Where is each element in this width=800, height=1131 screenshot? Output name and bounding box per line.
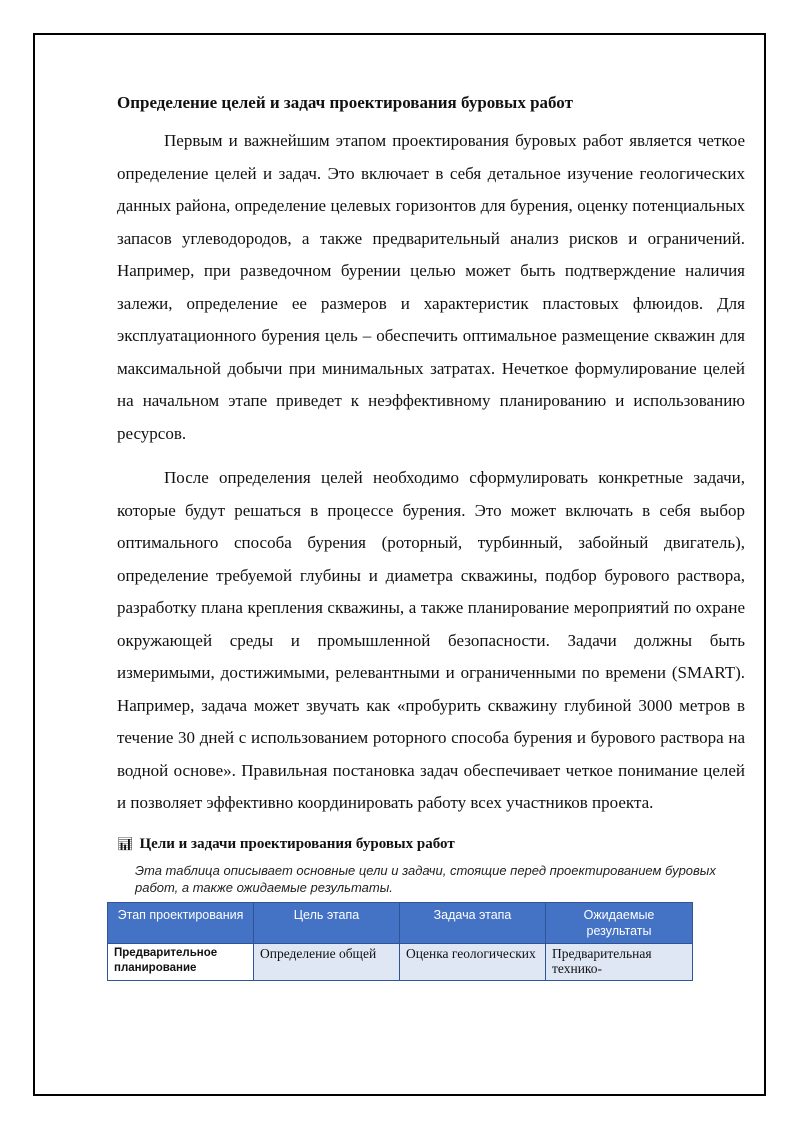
table-title xyxy=(117,834,745,854)
table-cell: Определение общей xyxy=(254,943,400,980)
table-cell: Оценка геологических xyxy=(400,943,546,980)
paragraph-1: Первым и важнейшим этапом проектирования буровых работ является четкое определение целей и задач. Это включает в себя детальное изучение геологических данных района, определение целевых горизонтов для бурения, оценку потенциальных запасов углеводородов, а также предварительный анализ рисков и ограничений. Например, при разведочном бурении целью может быть подтверждение наличия залежи, определение ее размеров и характеристик пластовых флюидов. Для эксплуатационного бурения цель – обеспечить оптимальное размещение скважин для максимальной добычи при минимальных затратах. Нечеткое формулирование целей на начальном этапе приведет к неэффективному планированию и использованию ресурсов. xyxy=(117,131,745,443)
column-header: Ожидаемые результаты xyxy=(546,902,693,943)
table-header-row xyxy=(108,902,693,943)
document-content xyxy=(114,91,745,981)
column-header: Цель этапа xyxy=(254,902,400,943)
table-row xyxy=(108,943,693,980)
goals-table xyxy=(107,902,693,981)
page-frame xyxy=(33,33,766,1096)
table-cell: Предварительное планирование xyxy=(108,943,254,980)
table-title-text: Цели и задачи проектирования буровых работ xyxy=(139,835,455,852)
column-header: Этап проектирования xyxy=(108,902,254,943)
section-heading: Определение целей и задач проектирования буровых работ xyxy=(117,93,573,112)
chart-icon: 📊︎ xyxy=(117,835,134,851)
paragraph-2: После определения целей необходимо сформулировать конкретные задачи, которые будут решаться в процессе бурения. Это может включать в себя выбор оптимального способа бурения (роторный, турбинный, забойный двигатель), определение требуемой глубины и диаметра скважины, подбор бурового раствора, разработку плана крепления скважины, а также планирование мероприятий по охране окружающей среды и промышленной безопасности. Задачи должны быть измеримыми, достижимыми, релевантными и ограниченными по времени (SMART). Например, задача может звучать как «пробурить скважину глубиной 3000 метров в течение 30 дней с использованием роторного способа бурения и бурового раствора на водной основе». Правильная постановка задач обеспечивает четкое понимание целей и позволяет эффективно координировать работу всех участников проекта. xyxy=(117,468,745,812)
table-cell: Предварительная технико- xyxy=(546,943,693,980)
column-header: Задача этапа xyxy=(400,902,546,943)
table-description: Эта таблица описывает основные цели и задачи, стоящие перед проектированием буровых работ, а также ожидаемые результаты. xyxy=(135,862,716,895)
